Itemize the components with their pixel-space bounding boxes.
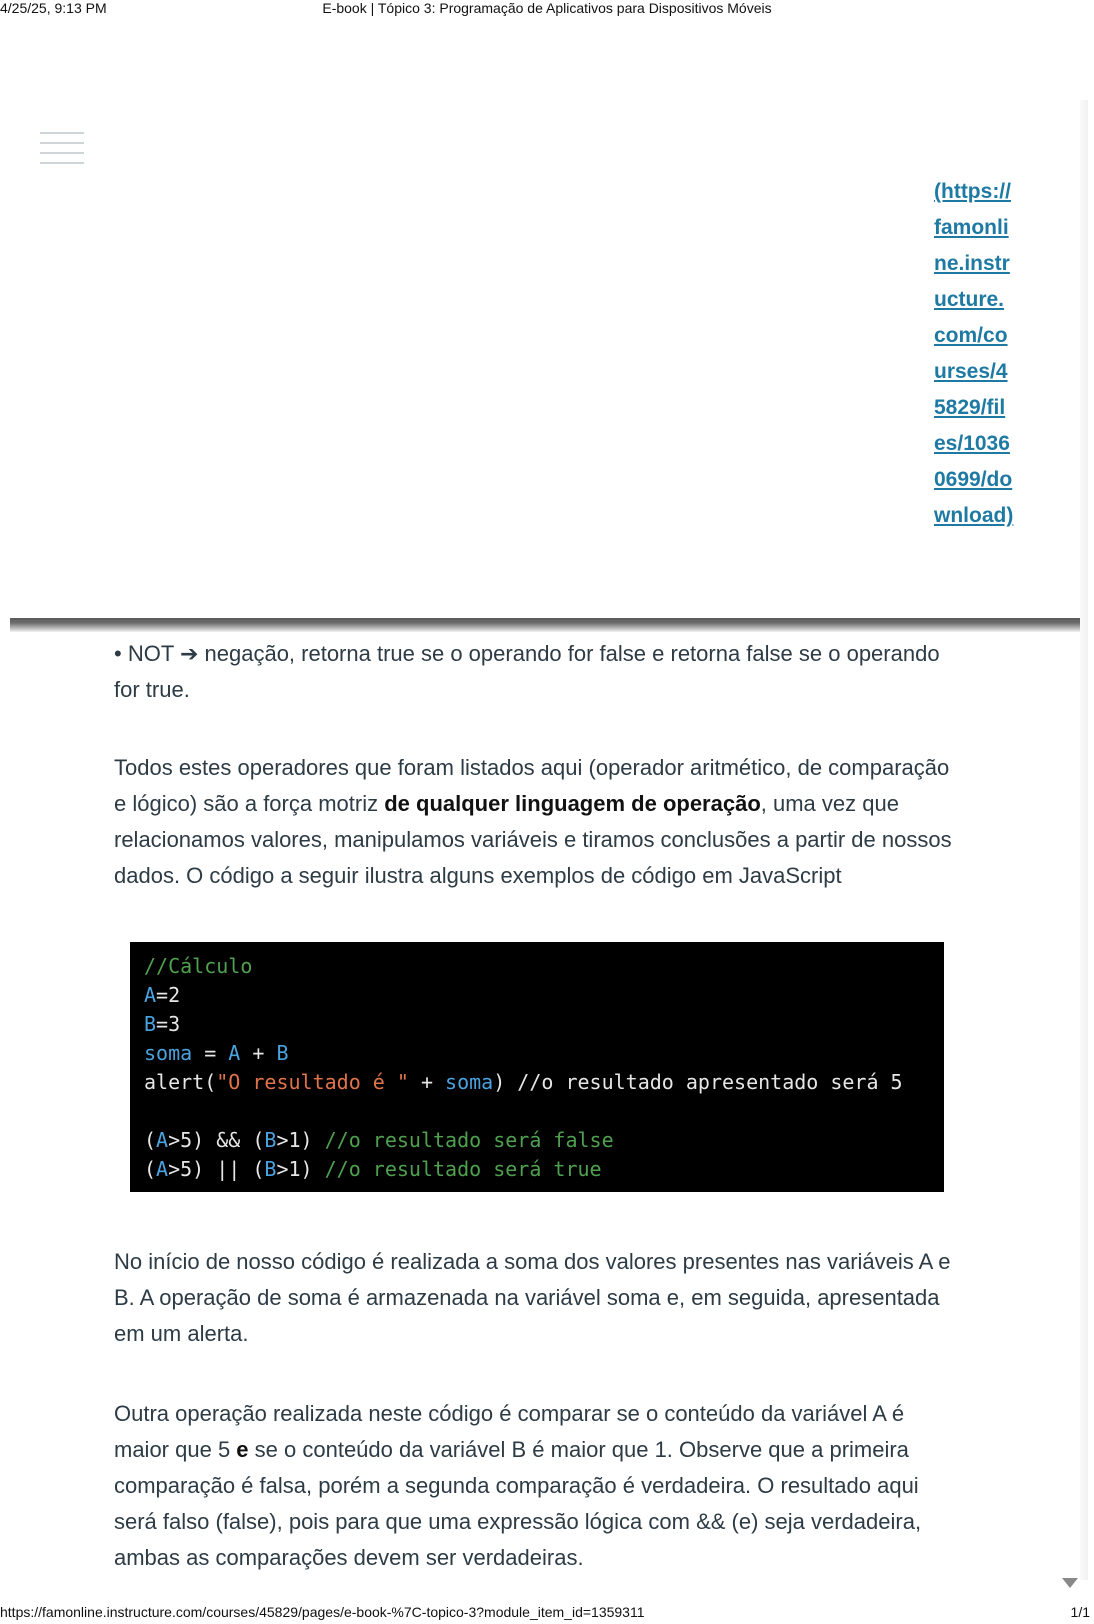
menu-bar-line: [40, 132, 84, 134]
scroll-down-arrow-icon[interactable]: [1062, 1578, 1078, 1588]
code-line-4: soma = A + B: [144, 1041, 289, 1065]
operators-text-end: , uma vez que relacionamos valores, manipulamos variáveis e tiramos conclusões a partir de nossos dados. O código a seguir ilustra alguns exemplos de código em JavaScript: [114, 791, 952, 888]
hamburger-menu-icon[interactable]: [40, 132, 84, 164]
code-line-1: //Cálculo: [144, 954, 253, 978]
page-right-edge: [1080, 100, 1088, 1580]
print-footer: [0, 1604, 1094, 1622]
ebook-content: [114, 636, 954, 1576]
operators-paragraph: [114, 750, 954, 894]
app-header: [10, 112, 1086, 622]
operators-text-start: Todos estes operadores que foram listados aqui (operador aritmético, de comparação e lógico) são a força motriz: [114, 755, 950, 816]
menu-bar-line: [40, 162, 84, 164]
print-header: [0, 0, 1094, 18]
menu-bar-line: [40, 142, 84, 144]
code-line-2: A=2: [144, 983, 181, 1007]
comparison-explanation-paragraph: [114, 1396, 954, 1576]
file-download-link[interactable]: (https://famonline.instructure.com/courses/45829/files/10360699/download): [934, 180, 1014, 527]
comparison-text-end: se o conteúdo da variável B é maior que 1. Observe que a primeira comparação é falsa, porém a segunda comparação é verdadeira. O resultado aqui será falso (false), pois para que uma expressão lógica com && (e) seja verdadeira, ambas as comparações devem ser verdadeiras.: [114, 1437, 922, 1570]
code-line-3: B=3: [144, 1012, 181, 1036]
print-date: 4/25/25, 9:13 PM: [0, 0, 107, 16]
javascript-code-block: [130, 942, 944, 1192]
comparison-bold-text: e: [236, 1437, 249, 1462]
print-title: E-book | Tópico 3: Programação de Aplicativos para Dispositivos Móveis: [322, 0, 772, 16]
code-line-blank: [144, 1097, 930, 1126]
code-line-6: (A>5) && (B>1) //o resultado será false: [144, 1128, 614, 1152]
not-operator-paragraph: • NOT ➔ negação, retorna true se o operando for false e retorna false se o operando for true.: [114, 641, 940, 702]
code-line-7: (A>5) || (B>1) //o resultado será true: [144, 1157, 602, 1181]
menu-bar-line: [40, 152, 84, 154]
header-divider-shadow: [10, 618, 1086, 632]
code-line-5: alert("O resultado é " + soma) //o resultado apresentado será 5: [144, 1070, 903, 1094]
print-url: https://famonline.instructure.com/courses/45829/pages/e-book-%7C-topico-3?module_item_id=1359311: [0, 1604, 645, 1620]
operators-bold-text: de qualquer linguagem de operação: [384, 791, 761, 816]
comparison-text-start: Outra operação realizada neste código é comparar se o conteúdo da variável A é maior que 5: [114, 1401, 905, 1462]
print-page-number: 1/1: [1070, 1604, 1090, 1620]
sum-explanation-paragraph: No início de nosso código é realizada a soma dos valores presentes nas variáveis A e B. A operação de soma é armazenada na variável soma e, em seguida, apresentada em um alerta.: [114, 1249, 951, 1346]
